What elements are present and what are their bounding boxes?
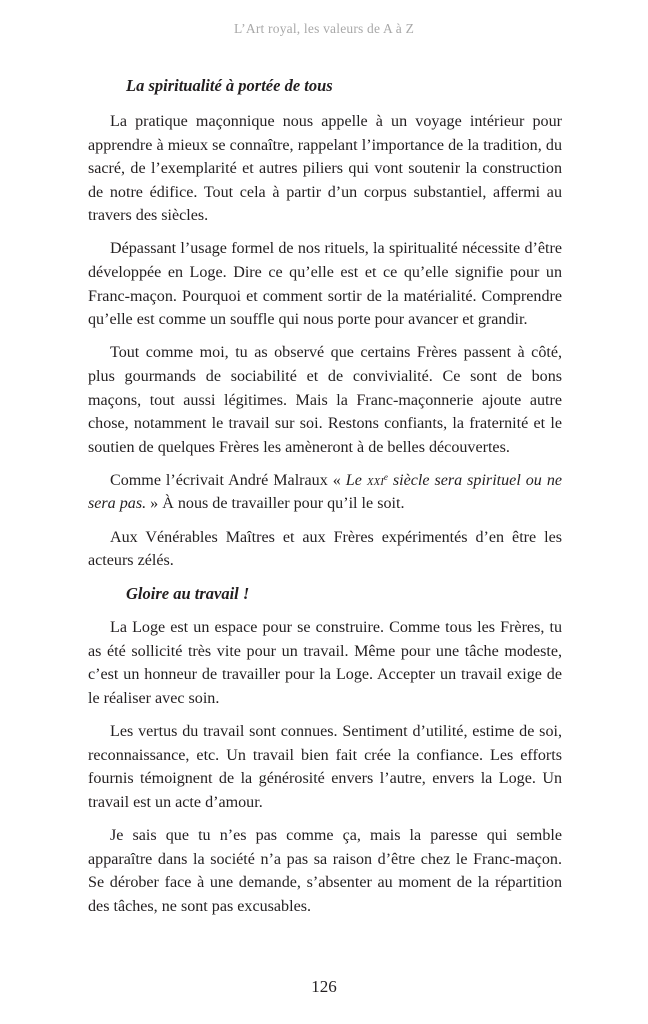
page-body bbox=[88, 68, 562, 928]
paragraph: Les vertus du travail sont connues. Sentiment d’utilité, estime de soi, reconnaissance, etc. Un travail bien fait crée la confiance. Les efforts fournis témoignent de la générosité envers l’autre, envers la Loge. Un travail est un acte d’amour. bbox=[88, 723, 562, 811]
paragraph: Je sais que tu n’es pas comme ça, mais la paresse qui semble apparaître dans la société n’a pas sa raison d’être chez le Franc-maçon. Se dérober face à une demande, s’absenter au moment de la répartition des tâches, ne sont pas excusables. bbox=[88, 826, 562, 915]
century-numeral: xxi bbox=[366, 471, 384, 489]
century-superscript: e bbox=[383, 471, 388, 482]
quote-lead: Comme l’écrivait André Malraux « bbox=[110, 471, 346, 489]
paragraph: Dépassant l’usage formel de nos rituels, la spiritualité nécessite d’être développée en Loge. Dire ce qu’elle est et ce qu’elle signifie pour un Franc-maçon. Pourquoi et comment sortir de la matérialité. Comprendre qu’elle est comme un souffle qui nous porte pour avancer et grandir. bbox=[88, 240, 562, 329]
paragraph: La pratique maçonnique nous appelle à un voyage intérieur pour apprendre à mieux se connaître, rappelant l’importance de la tradition, du sacré, de l’exemplarité et autres piliers qui vont soutenir la construction de notre édifice. Tout cela à partir d’un corpus substantiel, affermi au travers des siècles. bbox=[88, 113, 562, 225]
paragraph: Tout comme moi, tu as observé que certains Frères passent à côté, plus gourmands de sociabilité et de convivialité. Ce sont de bons maçons, tout aussi légitimes. Mais la Franc-maçonnerie ajoute autre chose, notamment le travail sur soi. Restons confiants, la fraternité et le soutien de quelques Frères les amèneront à de belles découvertes. bbox=[88, 344, 562, 456]
section-title-travail: Gloire au travail ! bbox=[126, 584, 250, 604]
paragraph: La Loge est un espace pour se construire. Comme tous les Frères, tu as été sollicité très vite pour un travail. Même pour une tâche modeste, c’est un honneur de travailler pour la Loge. Accepter un travail exige de le réaliser avec soin. bbox=[88, 619, 562, 707]
paragraph: Aux Vénérables Maîtres et aux Frères expérimentés d’en être les acteurs zélés. bbox=[88, 528, 562, 570]
section-title-spiritualite: La spiritualité à portée de tous bbox=[126, 76, 333, 95]
quote-tail: » À nous de travailler pour qu’il le soit. bbox=[146, 495, 405, 513]
malraux-quote: Le xxi$^e$ siècle sera spirituel ou ne sera pas. bbox=[88, 471, 563, 513]
running-head: L’Art royal, les valeurs de A à Z bbox=[233, 21, 415, 36]
page-number: 126 bbox=[311, 977, 337, 996]
paragraph-malraux-quote bbox=[88, 469, 562, 516]
